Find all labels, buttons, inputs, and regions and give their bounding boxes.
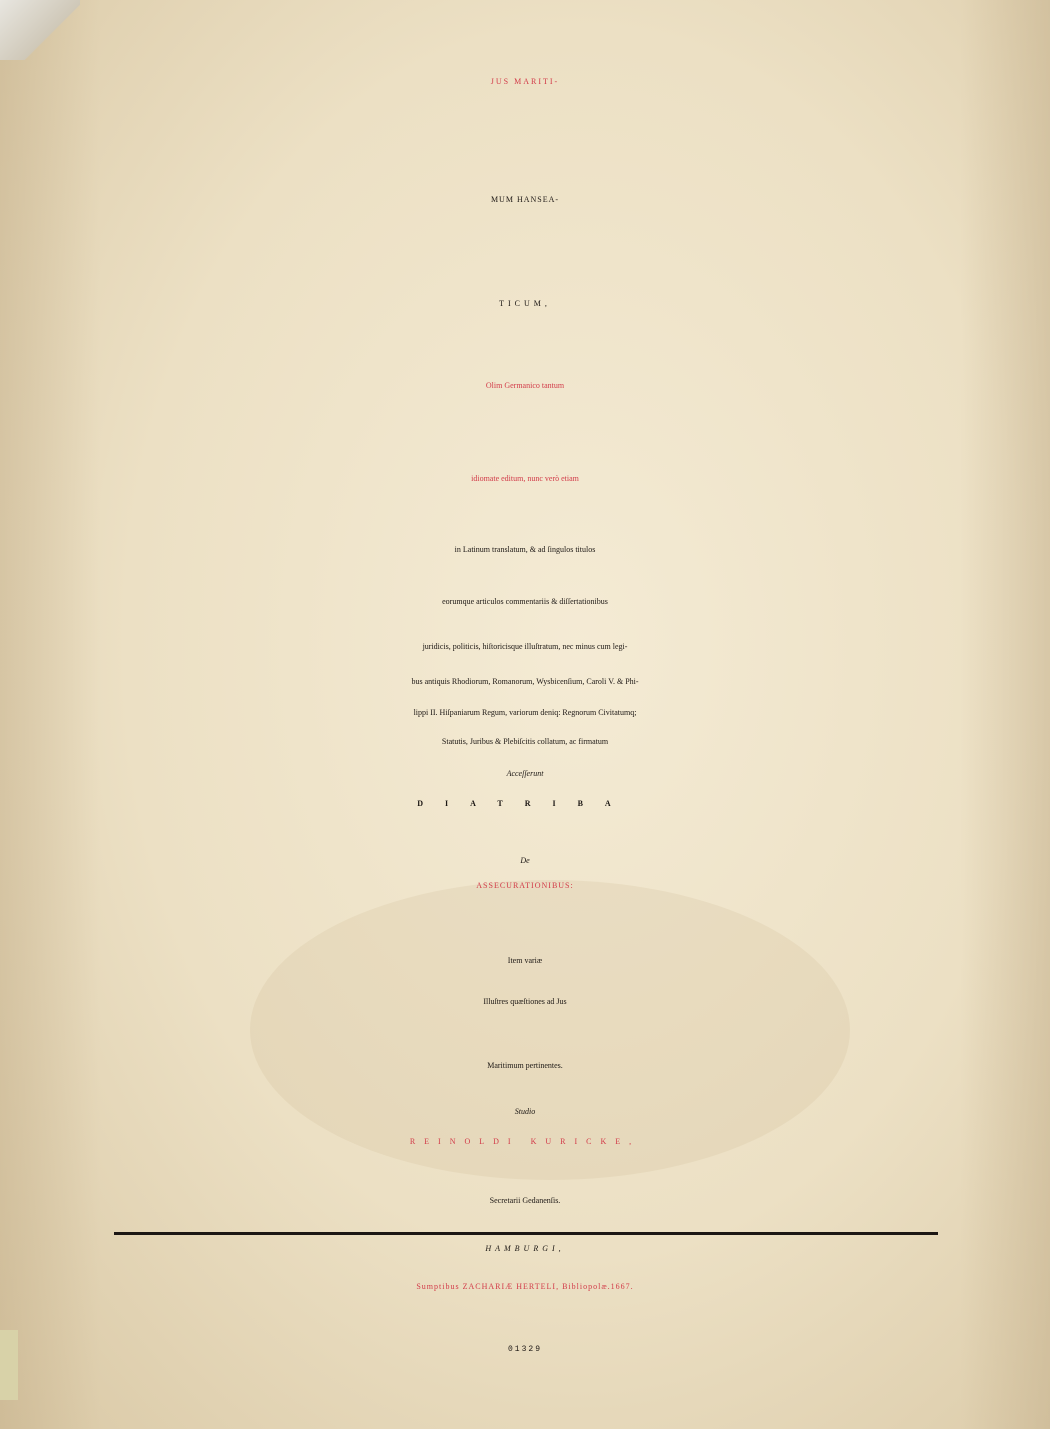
illustres-line: Illuſtres quæſtiones ad Jus	[483, 997, 567, 1006]
item-variae: Item variæ	[507, 956, 543, 965]
body-line-3: juridicis, politicis, hiſtoricisque illuſtratum, nec minus cum legi-	[422, 642, 628, 651]
accesserunt: Acceſſerunt	[506, 769, 544, 778]
imprint-city: HAMBURGI,	[485, 1244, 565, 1253]
imprint-rule	[114, 1232, 938, 1235]
paper-stain	[250, 880, 850, 1180]
studio: Studio	[514, 1107, 536, 1116]
maritimum-line: Maritimum pertinentes.	[487, 1061, 563, 1070]
imprint-publisher: Sumptibus ZACHARIÆ HERTELI, Bibliopolæ.1667.	[416, 1282, 634, 1291]
author-title: Secretarii Gedanenſis.	[489, 1196, 561, 1205]
body-line-2: eorumque articulos commentariis & diſſertationibus	[442, 597, 608, 606]
diatriba-heading: DIATRIBA	[417, 799, 633, 808]
torn-corner	[0, 0, 80, 60]
subtitle-idiomate: idiomate editum, nunc verò etiam	[471, 474, 579, 483]
de: De	[520, 856, 530, 865]
library-stamp-number: 01329	[507, 1345, 542, 1354]
body-line-1: in Latinum translatum, & ad ſingulos titulos	[454, 545, 596, 554]
author-name: REINOLDI KURICKE,	[409, 1137, 641, 1146]
body-line-6: Statutis, Juribus & Plebiſcitis collatum, ac firmatum	[441, 737, 609, 746]
title-line-3: TICUM,	[499, 299, 551, 308]
body-line-4: bus antiquis Rhodiorum, Romanorum, Wysbicenſium, Caroli V. & Phi-	[411, 677, 639, 686]
binding-tab	[0, 1330, 18, 1400]
title-line-1: JUS MARITI-	[490, 77, 560, 86]
title-line-2: MUM HANSEA-	[490, 195, 560, 204]
assecurationibus-heading: ASSECURATIONIBUS:	[476, 881, 574, 890]
subtitle-olim: Olim Germanico tantum	[485, 381, 565, 390]
body-line-5: lippi II. Hiſpaniarum Regum, variorum deniq: Regnorum Civitatumq;	[413, 708, 637, 717]
